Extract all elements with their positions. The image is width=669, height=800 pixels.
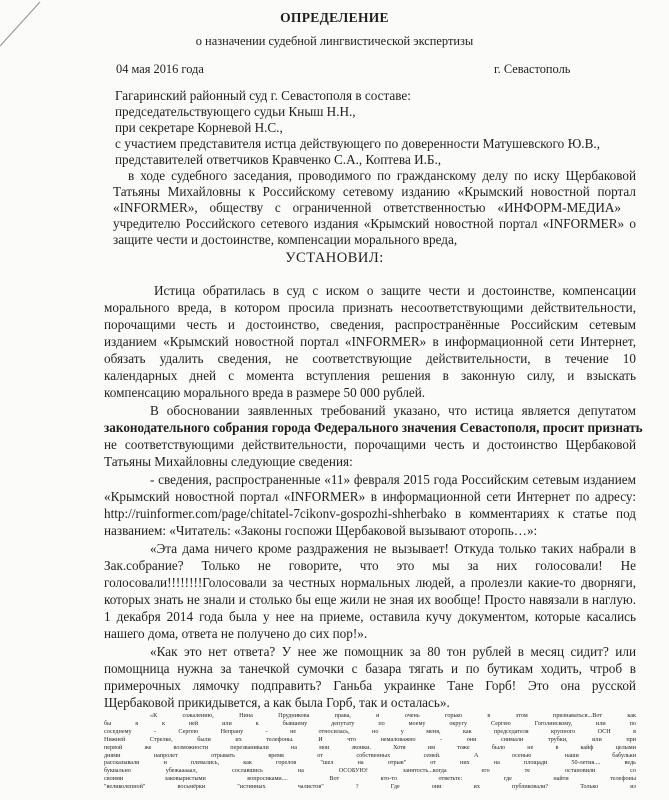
intro-line: «INFORMER», обществу с ограниченной ответственностью «ИНФОРМ-МЕДИА» — [113, 200, 621, 215]
intro-line: с участием представителя истца действующего по доверенности Матушевского Ю.В., — [115, 136, 600, 151]
body-line: изданием «Крымский новостной портал «INFORMER» в информационной сети Интернет, — [104, 334, 636, 349]
body-line: «Крымский новостной портал «INFORMER» в информационной сети Интернет по адресу: — [104, 489, 636, 504]
body-line: обязать удалить сведения, не соответствующие действительности, в течение 10 — [104, 351, 636, 366]
source-url-line: http://ruinformer.com/page/chitatel-7cikonv-gospozhi-shherbako в комментариях к статье под — [104, 506, 636, 521]
quote-line: Щербаковой прикидывется, а как была Горб, так и осталась». — [104, 695, 450, 710]
body-line: - сведения, распространенные «11» февраля 2015 года Российским сетевым изданием — [150, 472, 636, 487]
document-date: 04 мая 2016 года — [116, 62, 204, 76]
intro-line: учредителю Российского сетевого издания «Крымский новостной портал «INFORMER» о — [113, 216, 636, 231]
quote-line: своими заковыристыми вопросиками.... Вот кто-то ответьте: где найти телефоны — [104, 776, 636, 783]
quote-line: рассказывали и плевались, как горелов "шел на отрыв" от них на площади 50-летия.... ведь — [104, 760, 636, 767]
body-line: морального вреда, в котором просила признать несоответствующими действительности, — [104, 300, 636, 315]
quote-line: помощница нужна за танечкой сумочки с базара тягать и по бутикам ходить, чтроб в — [104, 661, 636, 676]
quote-line: примерочных лямочку подправить? Ганьба украинке Тане Горб! Это она русской — [104, 678, 636, 693]
document-city: г. Севастополь — [494, 62, 571, 76]
quote-line: буквально убежааааал, сославшись на ОСОБУЮ! занятость...когда его те остановили со — [104, 768, 636, 775]
quote-line: голосовали!!!!!!!!Голосовали за честных нормальных людей, а пролезли какие-то дворняги, — [104, 575, 636, 590]
intro-line: Гагаринский районный суд г. Севастополя в составе: — [115, 88, 411, 103]
intro-line: представителей ответчиков Кравченко С.А., Коптева И.Б., — [115, 152, 442, 167]
intro-line: председательствующего судьи Кныш Н.Н., — [115, 104, 356, 119]
quote-line: Нижней Стрелке, были их телефоны. И что немаловажно - они снимали трубки, или при — [104, 736, 636, 743]
body-line: календарных дней с момента вступления решения в законную силу, и взыскать — [104, 368, 636, 383]
intro-line: Татьяны Михайловны к Российскому сетевому изданию «Крымский новостной портал — [113, 184, 636, 199]
body-line-bold: законодательного собрания города Федерального значения Севастополя, просит признать — [104, 420, 643, 435]
body-line: Татьяны Михайловны следующие сведения: — [104, 454, 353, 469]
document-subtitle: о назначении судебной лингвистической экспертизы — [195, 34, 474, 48]
quote-line: 1 декабря 2014 года была у нее на приеме, оставила кучу документом, которые касались — [104, 609, 636, 624]
body-line: компенсацию морального вреда в размере 50 000 рублей. — [104, 385, 426, 400]
quote-line: нашего дома, ответа не получено до сих пор!». — [104, 626, 368, 641]
quote-line: Зак.собрание? Только не говорите, что это мы за них голосовали! Не — [104, 558, 636, 573]
body-line: В обосновании заявленных требований указано, что истица является депутатом — [150, 403, 636, 418]
quote-line: "великолепной" восьмёрки "истинных чалистов" ? Где они их публиковали? Только из — [104, 784, 636, 791]
quote-line: «Эта дама ничего кроме раздражения не вызывает! Откуда только таких набрали в — [150, 541, 636, 556]
quote-line: первой же возможности перезванивали на мои звонки. Хотя им тоже было не в кайф целыми — [104, 744, 636, 751]
quote-line: «Как это нет ответа? У нее же помощник за 80 тон рублей в месяц сидит? или — [150, 644, 636, 659]
section-heading: УСТАНОВИЛ: — [285, 250, 384, 266]
quote-line: соседнему - Сергею Непрану - не относилась, но у меня, как председателя крупного ОСН в — [104, 728, 636, 735]
quote-line: бы я к ней или к бывшему депутату по моему округу Сергею Гоголинскому, или по — [104, 720, 636, 727]
intro-line: при секретаре Корневой Н.С., — [115, 120, 283, 135]
document-title: ОПРЕДЕЛЕНИЕ — [280, 10, 389, 25]
quote-line: «К сожалению, Нина Прудникова права, и очень горько в этом признаваться...Вот как — [150, 713, 636, 719]
quote-line: которых знать не знали и столько бы еще жили не зная их вообще! Просто навязали в наглую. — [104, 592, 636, 607]
scan-fold-mark — [0, 0, 60, 60]
intro-line: защите чести и достоинстве, компенсации морального вреда, — [113, 232, 458, 247]
quote-line: днями напролет отрывать время от собственных семей. А осенью наши бабульки — [104, 752, 636, 759]
body-line: названием: «Читатель: «Законы госпожи Щербаковой вызывают оторопь…»: — [104, 523, 538, 538]
intro-line: в ходе судебного заседания, проводимого по гражданскому делу по иску Щербаковой — [128, 168, 636, 183]
body-line: порочащими честь и достоинство, сведения, распространённые Российским сетевым — [104, 317, 636, 332]
body-line: не соответствующими действительности, порочащими честь и достоинство Щербаковой — [104, 437, 636, 452]
body-line: Истица обратилась в суд с иском о защите чести и достоинстве, компенсации — [154, 283, 636, 298]
